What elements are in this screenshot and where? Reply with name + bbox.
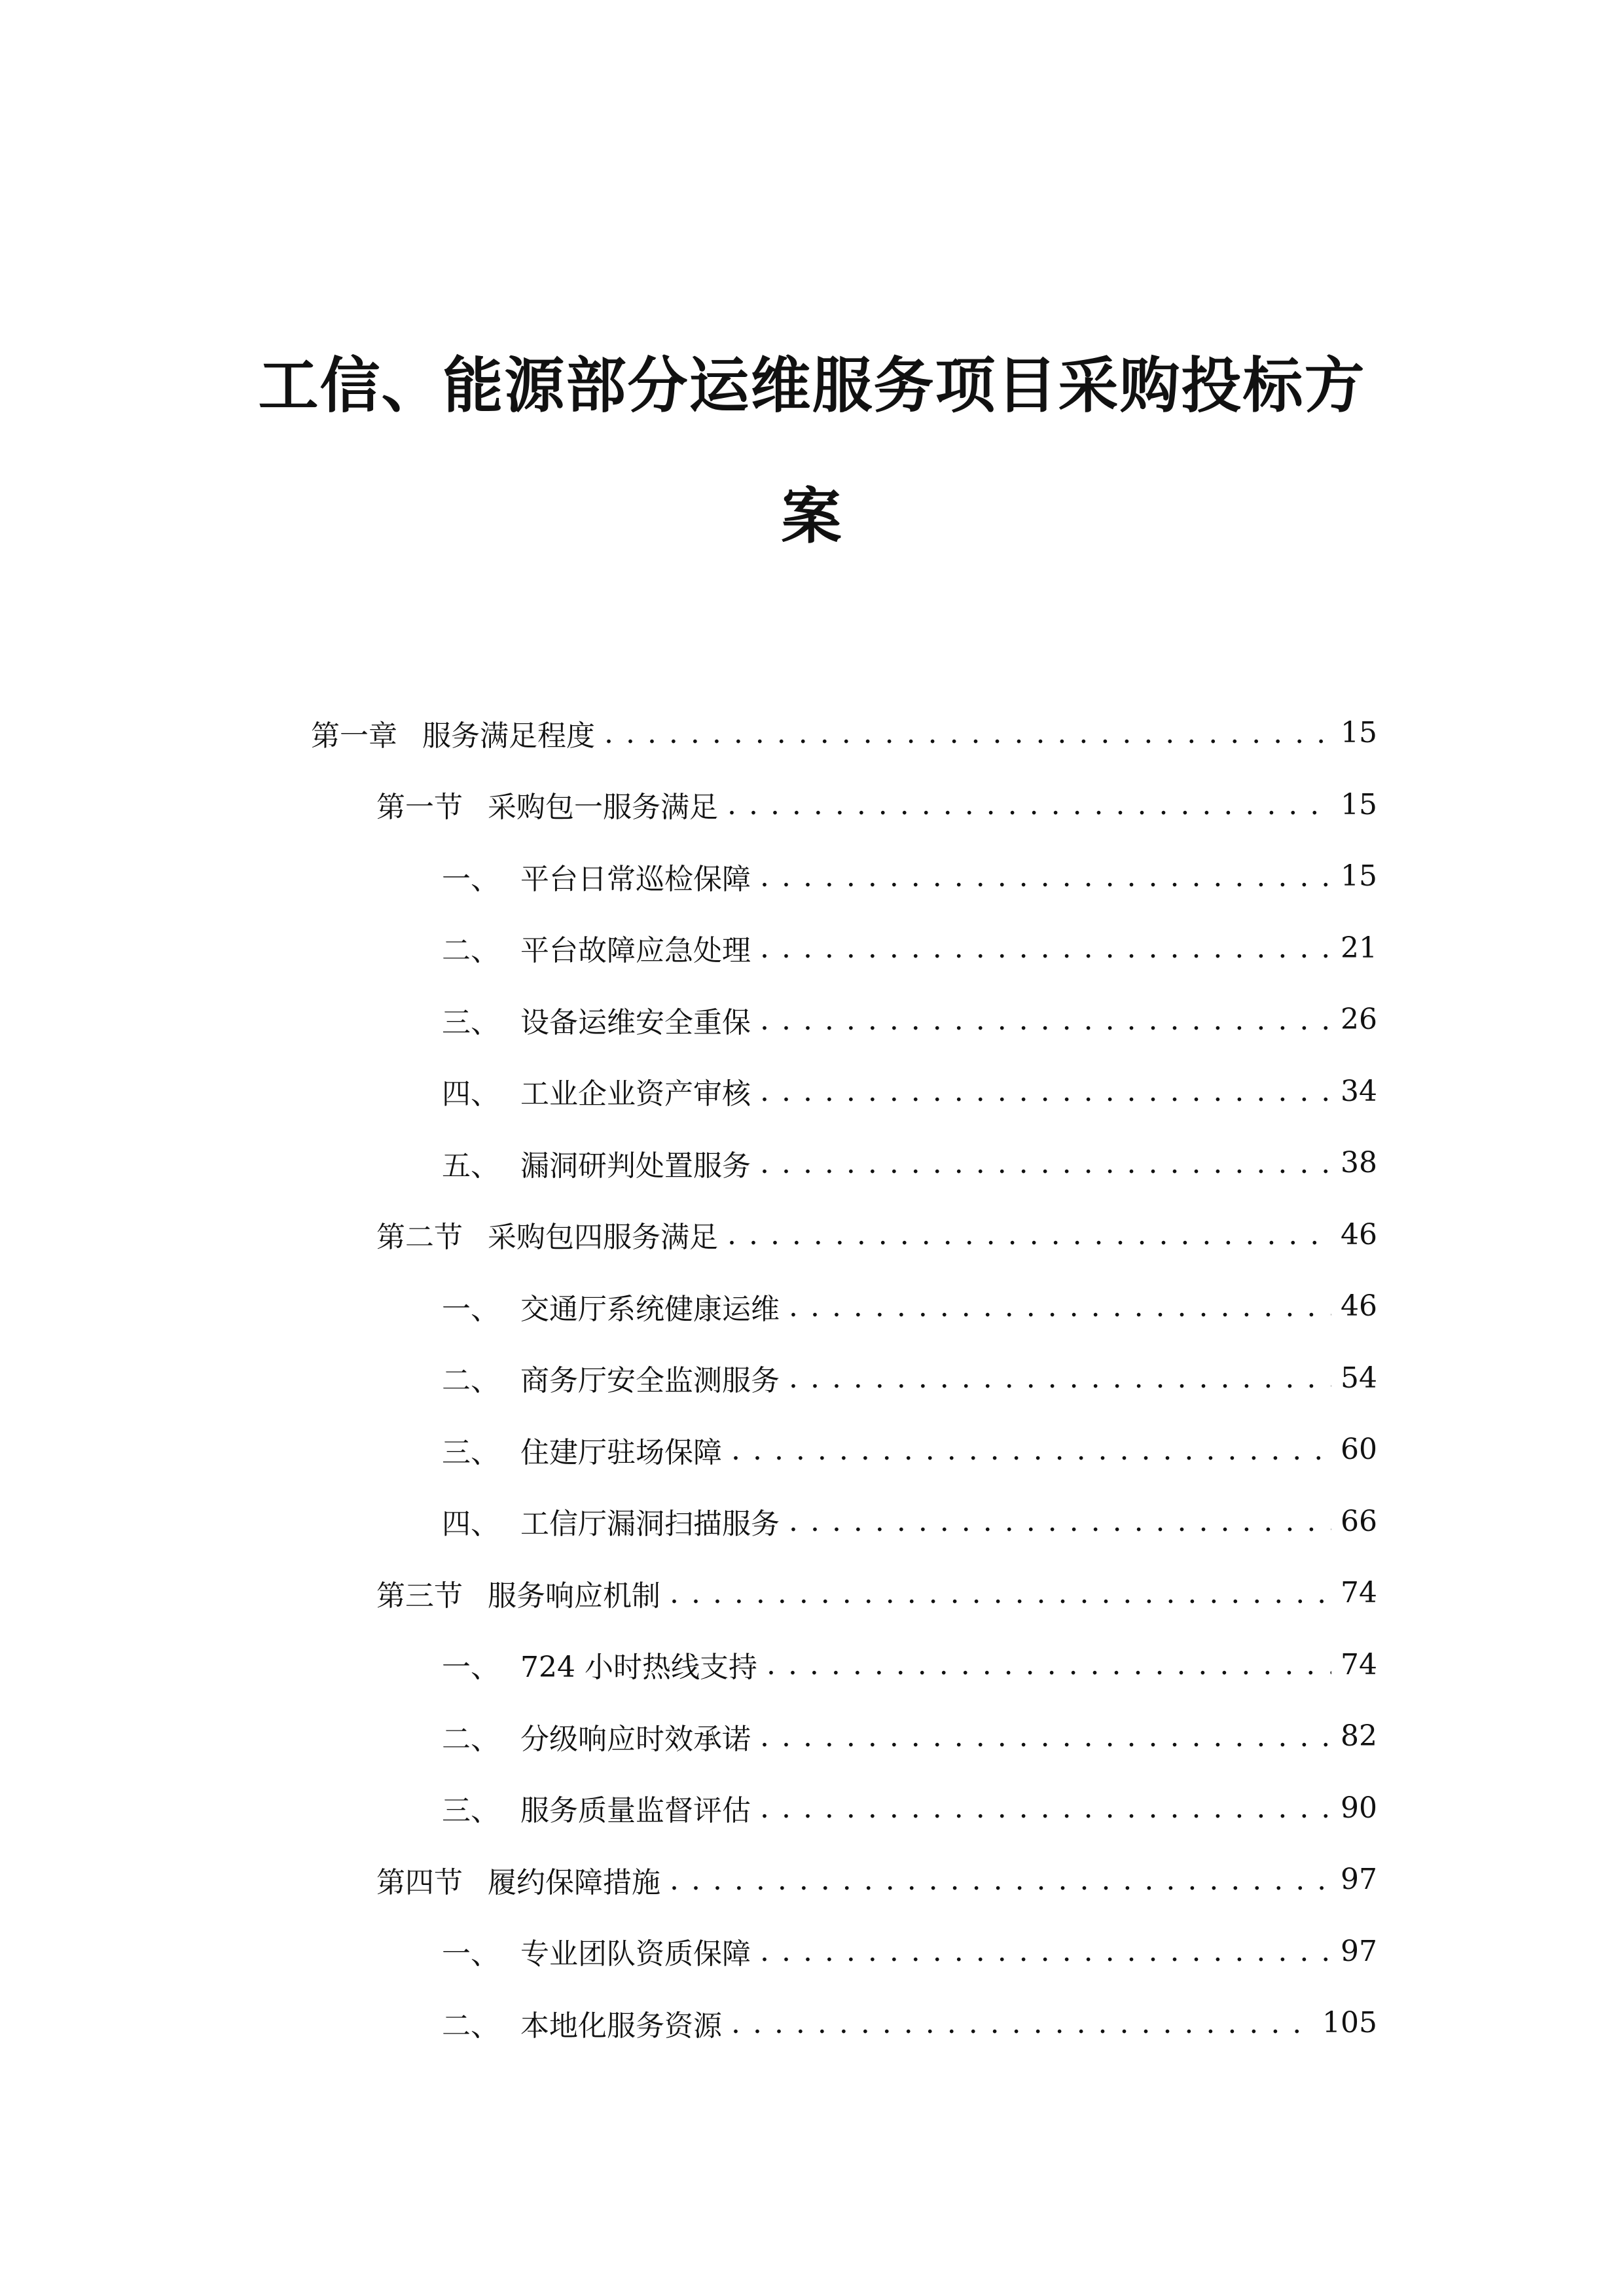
toc-entry-number: 二、 xyxy=(442,2009,499,2043)
toc-entry-page: 66 xyxy=(1341,1504,1377,1538)
toc-entry-page: 46 xyxy=(1341,1289,1377,1323)
toc-entry-item[interactable] xyxy=(0,840,1377,912)
toc-leader-dots xyxy=(731,1433,1331,1466)
toc-entry-label: 工信厅漏洞扫描服务 xyxy=(520,1507,780,1541)
toc-leader-dots xyxy=(670,1577,1331,1609)
toc-entry-item[interactable] xyxy=(0,1127,1377,1199)
toc-entry-number: 第二节 xyxy=(376,1221,463,1255)
toc-entry-section-3[interactable] xyxy=(0,1557,1377,1629)
toc-entry-page: 21 xyxy=(1341,931,1377,965)
toc-entry-number: 二、 xyxy=(442,1364,499,1398)
toc-entry-page: 15 xyxy=(1341,787,1377,821)
toc-leader-dots xyxy=(670,1863,1331,1896)
toc-entry-page: 82 xyxy=(1341,1719,1377,1753)
toc-entry-item[interactable] xyxy=(0,1987,1377,2059)
toc-entry-number: 一、 xyxy=(442,1292,499,1326)
toc-entry-label: 采购包一服务满足 xyxy=(488,791,718,825)
toc-entry-number: 一、 xyxy=(442,1937,499,1971)
toc-entry-item[interactable] xyxy=(0,1056,1377,1128)
toc-entry-label: 724 小时热线支持 xyxy=(520,1651,757,1685)
toc-entry-page: 15 xyxy=(1341,859,1377,893)
toc-entry-label: 漏洞研判处置服务 xyxy=(520,1149,751,1183)
document-title-line-1: 工信、能源部分运维服务项目采购投标方 xyxy=(258,351,1366,421)
toc-entry-number: 五、 xyxy=(442,1149,499,1183)
toc-entry-page: 97 xyxy=(1341,1934,1377,1968)
toc-entry-page: 46 xyxy=(1341,1217,1377,1251)
toc-entry-number: 第三节 xyxy=(376,1579,463,1613)
toc-entry-label: 服务质量监督评估 xyxy=(520,1794,751,1828)
document-title xyxy=(0,321,1624,583)
toc-entry-number: 三、 xyxy=(442,1435,499,1469)
toc-entry-page: 105 xyxy=(1322,2006,1377,2040)
toc-leader-dots xyxy=(789,1505,1331,1537)
toc-entry-page: 15 xyxy=(1341,716,1377,750)
toc-leader-dots xyxy=(760,1935,1331,1967)
toc-leader-dots xyxy=(604,717,1331,749)
toc-entry-page: 54 xyxy=(1341,1361,1377,1395)
toc-entry-chapter-1[interactable] xyxy=(0,697,1377,769)
toc-leader-dots xyxy=(727,788,1331,821)
toc-entry-item[interactable] xyxy=(0,1486,1377,1558)
toc-leader-dots xyxy=(767,1648,1331,1681)
toc-entry-page: 90 xyxy=(1341,1791,1377,1825)
toc-entry-label: 履约保障措施 xyxy=(488,1865,660,1899)
toc-entry-number: 三、 xyxy=(442,1794,499,1828)
table-of-contents xyxy=(0,697,1624,2059)
toc-entry-number: 第一章 xyxy=(311,719,397,753)
toc-entry-item[interactable] xyxy=(0,912,1377,984)
toc-leader-dots xyxy=(760,1791,1331,1824)
toc-entry-label: 采购包四服务满足 xyxy=(488,1221,718,1255)
toc-leader-dots xyxy=(789,1361,1331,1394)
toc-entry-number: 一、 xyxy=(442,1651,499,1685)
toc-entry-item[interactable] xyxy=(0,1772,1377,1844)
toc-entry-label: 工业企业资产审核 xyxy=(520,1077,751,1111)
toc-entry-section-4[interactable] xyxy=(0,1844,1377,1916)
toc-entry-label: 住建厅驻场保障 xyxy=(520,1435,722,1469)
toc-entry-label: 服务响应机制 xyxy=(488,1579,660,1613)
toc-entry-section-1[interactable] xyxy=(0,769,1377,841)
toc-leader-dots xyxy=(760,1147,1331,1179)
toc-entry-section-2[interactable] xyxy=(0,1199,1377,1271)
toc-entry-page: 26 xyxy=(1341,1003,1377,1037)
toc-entry-page: 60 xyxy=(1341,1433,1377,1467)
toc-entry-label: 交通厅系统健康运维 xyxy=(520,1292,780,1326)
document-title-line-2: 案 xyxy=(781,482,843,552)
toc-leader-dots xyxy=(760,1075,1331,1107)
toc-entry-item[interactable] xyxy=(0,1270,1377,1342)
toc-entry-page: 74 xyxy=(1341,1576,1377,1610)
toc-entry-page: 97 xyxy=(1341,1863,1377,1897)
toc-leader-dots xyxy=(727,1218,1331,1251)
toc-entry-page: 74 xyxy=(1341,1647,1377,1681)
toc-entry-label: 专业团队资质保障 xyxy=(520,1937,751,1971)
toc-entry-number: 四、 xyxy=(442,1077,499,1111)
toc-entry-number: 第四节 xyxy=(376,1865,463,1899)
toc-entry-label: 设备运维安全重保 xyxy=(520,1005,751,1039)
toc-entry-number: 一、 xyxy=(442,862,499,896)
toc-entry-label: 本地化服务资源 xyxy=(520,2009,722,2043)
toc-entry-number: 第一节 xyxy=(376,791,463,825)
toc-entry-label: 服务满足程度 xyxy=(422,719,595,753)
toc-entry-item[interactable] xyxy=(0,1342,1377,1414)
toc-leader-dots xyxy=(760,931,1331,964)
toc-entry-number: 二、 xyxy=(442,934,499,968)
toc-leader-dots xyxy=(760,1720,1331,1753)
toc-entry-page: 38 xyxy=(1341,1146,1377,1180)
toc-entry-number: 二、 xyxy=(442,1722,499,1756)
toc-entry-label: 分级响应时效承诺 xyxy=(520,1722,751,1756)
toc-entry-item[interactable] xyxy=(0,984,1377,1056)
toc-entry-item[interactable] xyxy=(0,1700,1377,1772)
toc-entry-item[interactable] xyxy=(0,1916,1377,1988)
toc-entry-label: 商务厅安全监测服务 xyxy=(520,1364,780,1398)
toc-entry-item[interactable] xyxy=(0,1414,1377,1486)
toc-leader-dots xyxy=(760,860,1331,893)
toc-entry-page: 34 xyxy=(1341,1074,1377,1108)
toc-entry-item[interactable] xyxy=(0,1629,1377,1701)
toc-entry-label: 平台日常巡检保障 xyxy=(520,862,751,896)
toc-entry-number: 三、 xyxy=(442,1005,499,1039)
toc-leader-dots xyxy=(760,1003,1331,1036)
toc-leader-dots xyxy=(731,2007,1313,2039)
toc-entry-number: 四、 xyxy=(442,1507,499,1541)
toc-entry-label: 平台故障应急处理 xyxy=(520,934,751,968)
toc-leader-dots xyxy=(789,1290,1331,1323)
